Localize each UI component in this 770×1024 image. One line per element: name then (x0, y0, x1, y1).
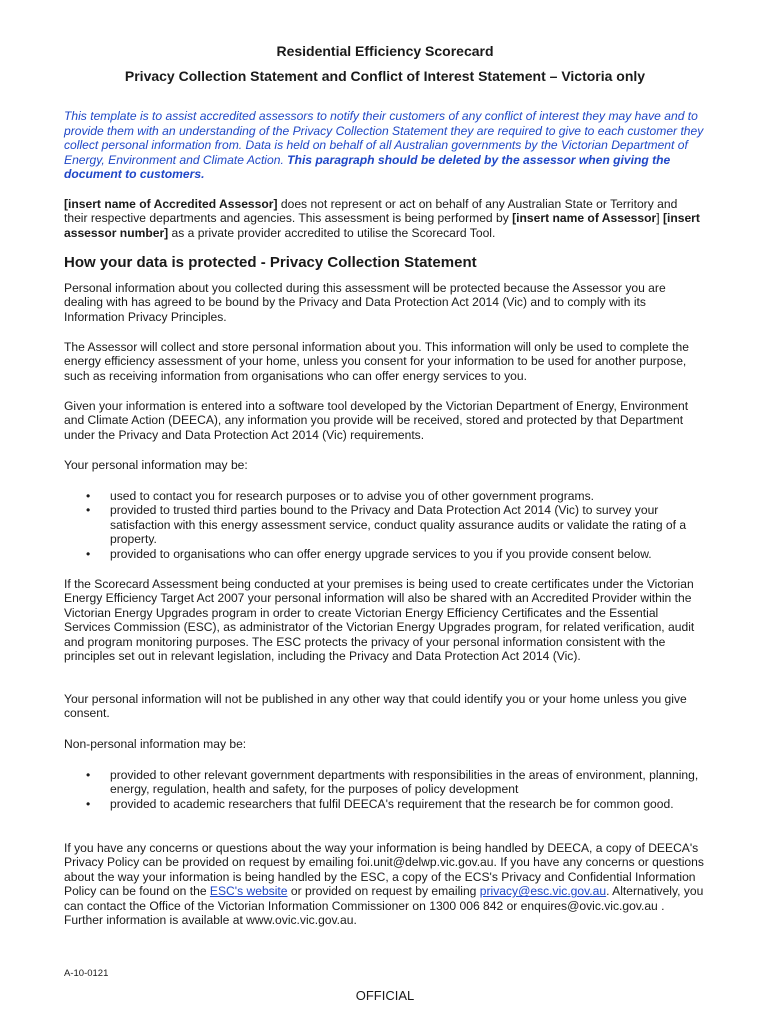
conflict-text-2: ] (656, 211, 663, 226)
security-classification: OFFICIAL (355, 988, 415, 1003)
placeholder-assessor-number: [insert assessor number] (64, 211, 700, 240)
esc-privacy-email-link[interactable]: privacy@esc.vic.gov.au (479, 884, 607, 899)
personal-info-list (64, 489, 704, 561)
list-item: • provided to organisations who can offer energy upgrade services to you if you provide consent below. (64, 547, 704, 561)
paragraph-software-tool: Given your information is entered into a software tool developed by the Victorian Department of Energy, Environment and Climate Action (DEECA), any information you provide will be received, stored and protected by that Department under the Privacy and Data Protection Act 2014 (Vic) requirements. (64, 399, 689, 442)
contact-text-2: or provided on request by emailing (287, 884, 480, 899)
document-title: Residential Efficiency Scorecard (276, 43, 494, 59)
paragraph-collection: The Assessor will collect and store personal information about you. This information will only be used to complete the energy efficiency assessment of your home, unless you consent for your information to be used for another purpose, such as receiving information from organisations who can offer energy services to you. (64, 340, 689, 383)
contact-text-1: If you have any concerns or questions about the way your information is being handled by DEECA, a copy of DEECA's Privacy Policy can be provided on request by emailing foi.unit@delwp.vic.gov.au. If you have any concerns or questions about the way your information is being handled by the ESC, a copy of the ECS's Privacy and Confidential Information Policy can be found on the (64, 841, 704, 899)
template-instructions (64, 109, 704, 182)
document-subtitle: Privacy Collection Statement and Conflict of Interest Statement – Victoria only (124, 68, 646, 84)
contact-text-3: . Alternatively, you can contact the Office of the Victorian Information Commissioner on 1300 006 842 or enquires@ovic.vic.gov.au . Further information is available at www.ovic.vic.gov.au. (64, 884, 704, 928)
conflict-text-1: does not represent or act on behalf of any Australian State or Territory and their respective departments and agencies. This assessment is being performed by (64, 197, 678, 226)
list-item: • provided to other relevant government departments with responsibilities in the areas of environment, planning, energy, regulation, health and safety, for the purposes of policy development (64, 768, 704, 797)
conflict-of-interest-statement (64, 197, 704, 240)
paragraph-non-personal-intro: Non-personal information may be: (64, 737, 247, 751)
list-item: • provided to trusted third parties bound to the Privacy and Data Protection Act 2014 (Vic) to survey your satisfaction with this energy assessment service, conduct quality assurance audits or validate the rating of a property. (64, 503, 704, 546)
list-item: • used to contact you for research purposes or to advise you of other government programs. (64, 489, 704, 503)
placeholder-accredited-assessor: [insert name of Accredited Assessor] (64, 197, 278, 211)
paragraph-not-published: Your personal information will not be published in any other way that could identify you or your home unless you give consent. (64, 692, 687, 721)
section-heading: How your data is protected - Privacy Collection Statement (64, 254, 477, 271)
intro-bold-note: This paragraph should be deleted by the assessor when giving the document to customers. (64, 152, 671, 182)
intro-text: This template is to assist accredited assessors to notify their customers of any conflict of interest they may have and to provide them with an understanding of the Privacy Collection Statement they are required to give to each customer they collect personal information from. Data is held on behalf of all Australian governments by the Victorian Department of Energy, Environment and Climate Action. (64, 109, 704, 167)
document-code: A-10-0121 (64, 968, 109, 979)
placeholder-assessor-name: [insert name of Assessor (512, 211, 657, 226)
non-personal-info-list (64, 768, 704, 811)
paragraph-personal-info-intro: Your personal information may be: (64, 458, 248, 472)
esc-website-link[interactable]: ESC's website (209, 884, 288, 899)
paragraph-contact (64, 841, 704, 927)
paragraph-protection: Personal information about you collected during this assessment will be protected because the Assessor you are dealing with has agreed to be bound by the Privacy and Data Protection Act 2014 (Vic) and to comply with its Information Privacy Principles. (64, 281, 666, 324)
conflict-text-3: as a private provider accredited to utilise the Scorecard Tool. (168, 225, 496, 240)
list-item: • provided to academic researchers that fulfil DEECA's requirement that the research be for common good. (64, 797, 704, 811)
paragraph-veu-sharing: If the Scorecard Assessment being conducted at your premises is being used to create certificates under the Victorian Energy Efficiency Target Act 2007 your personal information will also be shared with an Accredited Provider within the Victorian Energy Upgrades program in order to create Victorian Energy Efficiency Certificates and the Essential Services Commission (ESC), as administrator of the Victorian Energy Upgrades program, for related verification, audit and program monitoring purposes. The ESC protects the privacy of your personal information consistent with the principles set out in relevant legislation, including the Privacy and Data Protection Act 2014 (Vic). (64, 577, 695, 664)
